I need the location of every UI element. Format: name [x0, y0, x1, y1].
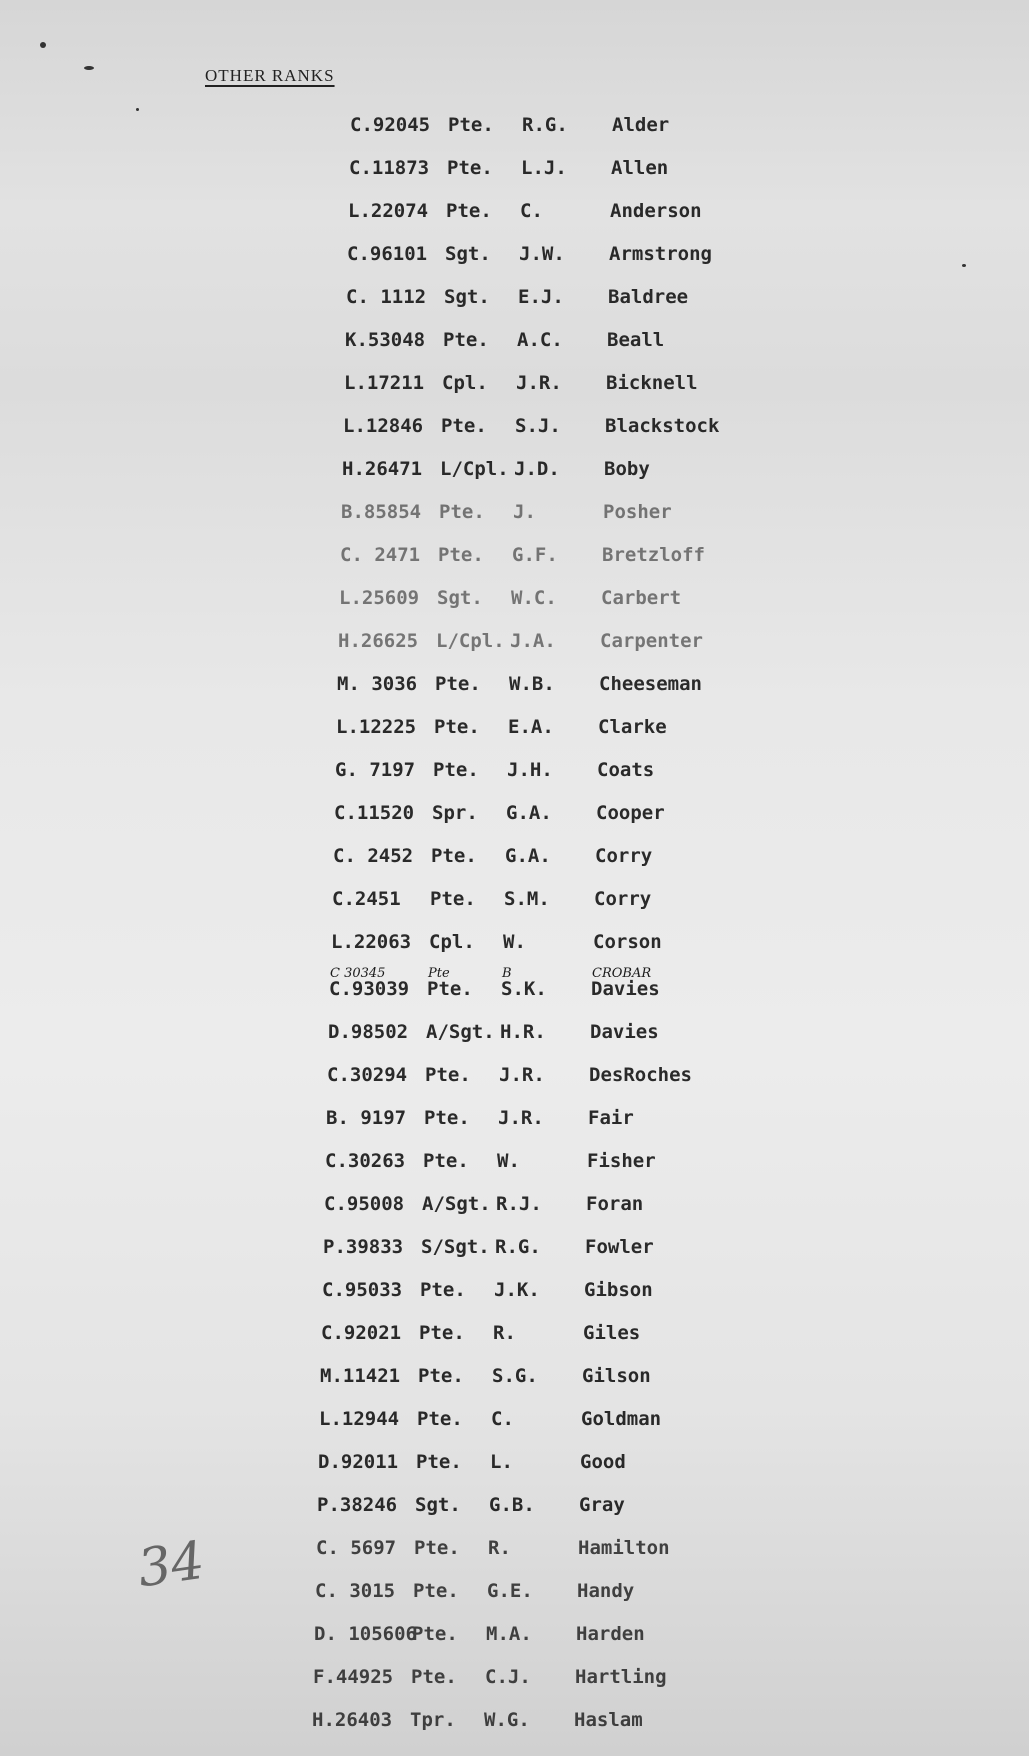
ink-speck — [136, 108, 139, 111]
entry-initials: W.B. — [509, 673, 555, 695]
entry-surname: Goldman — [581, 1408, 662, 1430]
entry-surname: Carbert — [601, 587, 682, 609]
entry-rank: Pte. — [430, 888, 476, 910]
entry-surname: Fisher — [587, 1150, 656, 1172]
entry-surname: Davies — [590, 1021, 659, 1043]
entry-rank: L/Cpl. — [440, 458, 509, 480]
entry-surname: DesRoches — [589, 1064, 692, 1086]
list-item — [0, 157, 1029, 200]
entry-initials: R.G. — [495, 1236, 541, 1258]
list-item — [0, 544, 1029, 587]
entry-rank: Pte. — [413, 1580, 459, 1602]
entry-surname: Foran — [586, 1193, 644, 1215]
entry-surname: Fair — [588, 1107, 634, 1129]
entry-surname: Baldree — [608, 286, 689, 308]
entry-surname: Davies — [591, 978, 660, 1000]
list-item — [0, 587, 1029, 630]
entry-surname: Beall — [607, 329, 665, 351]
entry-surname: Cooper — [596, 802, 665, 824]
entry-number: C.30294 — [327, 1064, 408, 1086]
list-item — [0, 1064, 1029, 1107]
entry-initials: W. — [497, 1150, 520, 1172]
list-item — [0, 673, 1029, 716]
entry-number: M. 3036 — [337, 673, 418, 695]
entry-rank: Pte. — [446, 200, 492, 222]
list-item — [0, 759, 1029, 802]
entry-number: H.26471 — [342, 458, 423, 480]
entry-rank: Cpl. — [429, 931, 475, 953]
entry-number: D.92011 — [318, 1451, 399, 1473]
list-item — [0, 802, 1029, 845]
entry-initials: J.R. — [516, 372, 562, 394]
entry-initials: S.J. — [515, 415, 561, 437]
entry-initials: J.R. — [498, 1107, 544, 1129]
entry-initials: G.B. — [489, 1494, 535, 1516]
entry-number: C. 2471 — [340, 544, 421, 566]
entry-rank: Sgt. — [415, 1494, 461, 1516]
entry-initials: S.K. — [501, 978, 547, 1000]
entry-surname: Corson — [593, 931, 662, 953]
entry-rank: Pte. — [441, 415, 487, 437]
entry-surname: Handy — [577, 1580, 635, 1602]
entry-initials: R.J. — [496, 1193, 542, 1215]
entry-rank: Pte. — [416, 1451, 462, 1473]
entry-rank: Tpr. — [410, 1709, 456, 1731]
entry-number: L.22063 — [331, 931, 412, 953]
entry-rank: Pte. — [447, 157, 493, 179]
list-item — [0, 114, 1029, 157]
entry-rank: Pte. — [427, 978, 473, 1000]
entry-number: C 30345 — [330, 966, 386, 981]
list-item — [0, 372, 1029, 415]
list-item — [0, 716, 1029, 759]
entry-number: C.30263 — [325, 1150, 406, 1172]
entry-surname: Hamilton — [578, 1537, 670, 1559]
entry-number: C.2451 — [332, 888, 401, 910]
entry-number: C. 2452 — [333, 845, 414, 867]
entry-rank: A/Sgt. — [422, 1193, 491, 1215]
entry-rank: Sgt. — [444, 286, 490, 308]
entry-surname: Posher — [603, 501, 672, 523]
entry-rank: Pte. — [431, 845, 477, 867]
entry-rank: Pte. — [414, 1537, 460, 1559]
entry-number: L.17211 — [344, 372, 425, 394]
list-item — [0, 243, 1029, 286]
entry-surname: Giles — [583, 1322, 641, 1344]
entry-initials: W.C. — [511, 587, 557, 609]
entry-initials: R. — [488, 1537, 511, 1559]
entry-initials: R.G. — [522, 114, 568, 136]
entry-surname: Clarke — [598, 716, 667, 738]
entry-initials: L.J. — [521, 157, 567, 179]
entry-rank: Pte. — [448, 114, 494, 136]
entry-rank: Pte. — [438, 544, 484, 566]
entry-surname: Fowler — [585, 1236, 654, 1258]
list-item — [0, 845, 1029, 888]
entry-rank: Pte — [428, 966, 450, 981]
list-item — [0, 1322, 1029, 1365]
list-item — [0, 1150, 1029, 1193]
entry-initials: J.W. — [519, 243, 565, 265]
entry-rank: Pte. — [419, 1322, 465, 1344]
entry-surname: Haslam — [574, 1709, 643, 1731]
entry-number: C. 1112 — [346, 286, 427, 308]
entry-initials: G.F. — [512, 544, 558, 566]
entry-surname: Anderson — [610, 200, 702, 222]
entry-number: C.11520 — [334, 802, 415, 824]
list-item — [0, 200, 1029, 243]
list-item — [0, 1193, 1029, 1236]
entry-initials: H.R. — [500, 1021, 546, 1043]
entry-rank: L/Cpl. — [436, 630, 505, 652]
list-item — [0, 1408, 1029, 1451]
entry-initials: G.E. — [487, 1580, 533, 1602]
entry-initials: M.A. — [486, 1623, 532, 1645]
entry-number: L.25609 — [339, 587, 420, 609]
entry-number: D. 105606 — [314, 1623, 417, 1645]
entry-initials: C. — [491, 1408, 514, 1430]
list-item — [0, 1666, 1029, 1709]
ink-speck — [40, 42, 46, 48]
entry-surname: Corry — [595, 845, 653, 867]
entry-rank: Pte. — [424, 1107, 470, 1129]
entry-number: K.53048 — [345, 329, 426, 351]
entry-initials: W. — [503, 931, 526, 953]
entry-initials: J. — [513, 501, 536, 523]
entry-rank: Pte. — [417, 1408, 463, 1430]
entry-rank: S/Sgt. — [421, 1236, 490, 1258]
entry-initials: S.G. — [492, 1365, 538, 1387]
entry-surname: Gilson — [582, 1365, 651, 1387]
entry-surname: Coats — [597, 759, 655, 781]
entry-surname: Carpenter — [600, 630, 703, 652]
entry-surname: Bicknell — [606, 372, 698, 394]
entry-surname: Alder — [612, 114, 670, 136]
entry-surname: Gray — [579, 1494, 625, 1516]
entry-rank: Pte. — [443, 329, 489, 351]
list-item — [0, 1107, 1029, 1150]
entry-rank: Pte. — [435, 673, 481, 695]
entry-number: H.26403 — [312, 1709, 393, 1731]
entry-initials: J.K. — [494, 1279, 540, 1301]
entry-surname: Corry — [594, 888, 652, 910]
entry-rank: Pte. — [434, 716, 480, 738]
entry-rank: Pte. — [411, 1666, 457, 1688]
entry-initials: J.D. — [514, 458, 560, 480]
entry-number: L.12944 — [319, 1408, 400, 1430]
list-item — [0, 458, 1029, 501]
entry-surname: CROBAR — [592, 966, 652, 981]
entry-initials: J.H. — [507, 759, 553, 781]
entry-rank: Pte. — [423, 1150, 469, 1172]
list-item — [0, 1451, 1029, 1494]
entry-rank: Pte. — [412, 1623, 458, 1645]
entry-initials: C.J. — [485, 1666, 531, 1688]
entry-number: L.12225 — [336, 716, 417, 738]
entry-number: C.92021 — [321, 1322, 402, 1344]
list-item — [0, 888, 1029, 931]
margin-note-handwritten: 34 — [134, 1530, 209, 1600]
entry-initials: G.A. — [505, 845, 551, 867]
entry-number: P.39833 — [323, 1236, 404, 1258]
list-item — [0, 1494, 1029, 1537]
entry-initials: C. — [520, 200, 543, 222]
entry-number: H.26625 — [338, 630, 419, 652]
list-item — [0, 978, 1029, 1021]
entry-initials: S.M. — [504, 888, 550, 910]
entry-rank: Cpl. — [442, 372, 488, 394]
list-item — [0, 329, 1029, 372]
list-item — [0, 630, 1029, 673]
list-item — [0, 1623, 1029, 1666]
entry-initials: W.G. — [484, 1709, 530, 1731]
entry-surname: Hartling — [575, 1666, 667, 1688]
entry-number: C. 5697 — [316, 1537, 397, 1559]
entry-number: F.44925 — [313, 1666, 394, 1688]
entry-initials: A.C. — [517, 329, 563, 351]
list-item — [0, 1021, 1029, 1064]
entry-rank: Pte. — [425, 1064, 471, 1086]
entry-initials: R. — [493, 1322, 516, 1344]
ink-speck — [84, 66, 94, 70]
entry-number: B.85854 — [341, 501, 422, 523]
list-item — [0, 286, 1029, 329]
personnel-list — [0, 114, 1029, 1752]
section-heading: OTHER RANKS — [205, 66, 335, 85]
entry-number: C. 3015 — [315, 1580, 396, 1602]
entry-initials: E.J. — [518, 286, 564, 308]
entry-number: D.98502 — [328, 1021, 409, 1043]
list-item — [0, 415, 1029, 458]
entry-rank: A/Sgt. — [426, 1021, 495, 1043]
entry-initials: L. — [490, 1451, 513, 1473]
entry-number: C.96101 — [347, 243, 428, 265]
list-item — [0, 1279, 1029, 1322]
entry-initials: J.A. — [510, 630, 556, 652]
entry-rank: Sgt. — [445, 243, 491, 265]
entry-surname: Gibson — [584, 1279, 653, 1301]
entry-surname: Harden — [576, 1623, 645, 1645]
entry-number: M.11421 — [320, 1365, 401, 1387]
entry-rank: Spr. — [432, 802, 478, 824]
entry-surname: Armstrong — [609, 243, 712, 265]
entry-surname: Allen — [611, 157, 669, 179]
entry-rank: Sgt. — [437, 587, 483, 609]
list-item — [0, 1709, 1029, 1752]
list-item — [0, 1236, 1029, 1279]
entry-surname: Blackstock — [605, 415, 720, 437]
entry-initials: G.A. — [506, 802, 552, 824]
list-item — [0, 1365, 1029, 1408]
entry-initials: B — [502, 966, 512, 981]
entry-initials: J.R. — [499, 1064, 545, 1086]
entry-number: P.38246 — [317, 1494, 398, 1516]
entry-number: B. 9197 — [326, 1107, 407, 1129]
entry-number: L.12846 — [343, 415, 424, 437]
entry-surname: Bretzloff — [602, 544, 705, 566]
entry-rank: Pte. — [420, 1279, 466, 1301]
entry-number: C.93039 — [329, 978, 410, 1000]
list-item — [0, 501, 1029, 544]
entry-surname: Cheeseman — [599, 673, 702, 695]
entry-number: C.11873 — [349, 157, 430, 179]
entry-number: C.92045 — [350, 114, 431, 136]
entry-surname: Good — [580, 1451, 626, 1473]
entry-rank: Pte. — [433, 759, 479, 781]
entry-rank: Pte. — [418, 1365, 464, 1387]
entry-rank: Pte. — [439, 501, 485, 523]
entry-number: G. 7197 — [335, 759, 416, 781]
entry-number: C.95033 — [322, 1279, 403, 1301]
entry-surname: Boby — [604, 458, 650, 480]
entry-number: C.95008 — [324, 1193, 405, 1215]
entry-initials: E.A. — [508, 716, 554, 738]
entry-number: L.22074 — [348, 200, 429, 222]
